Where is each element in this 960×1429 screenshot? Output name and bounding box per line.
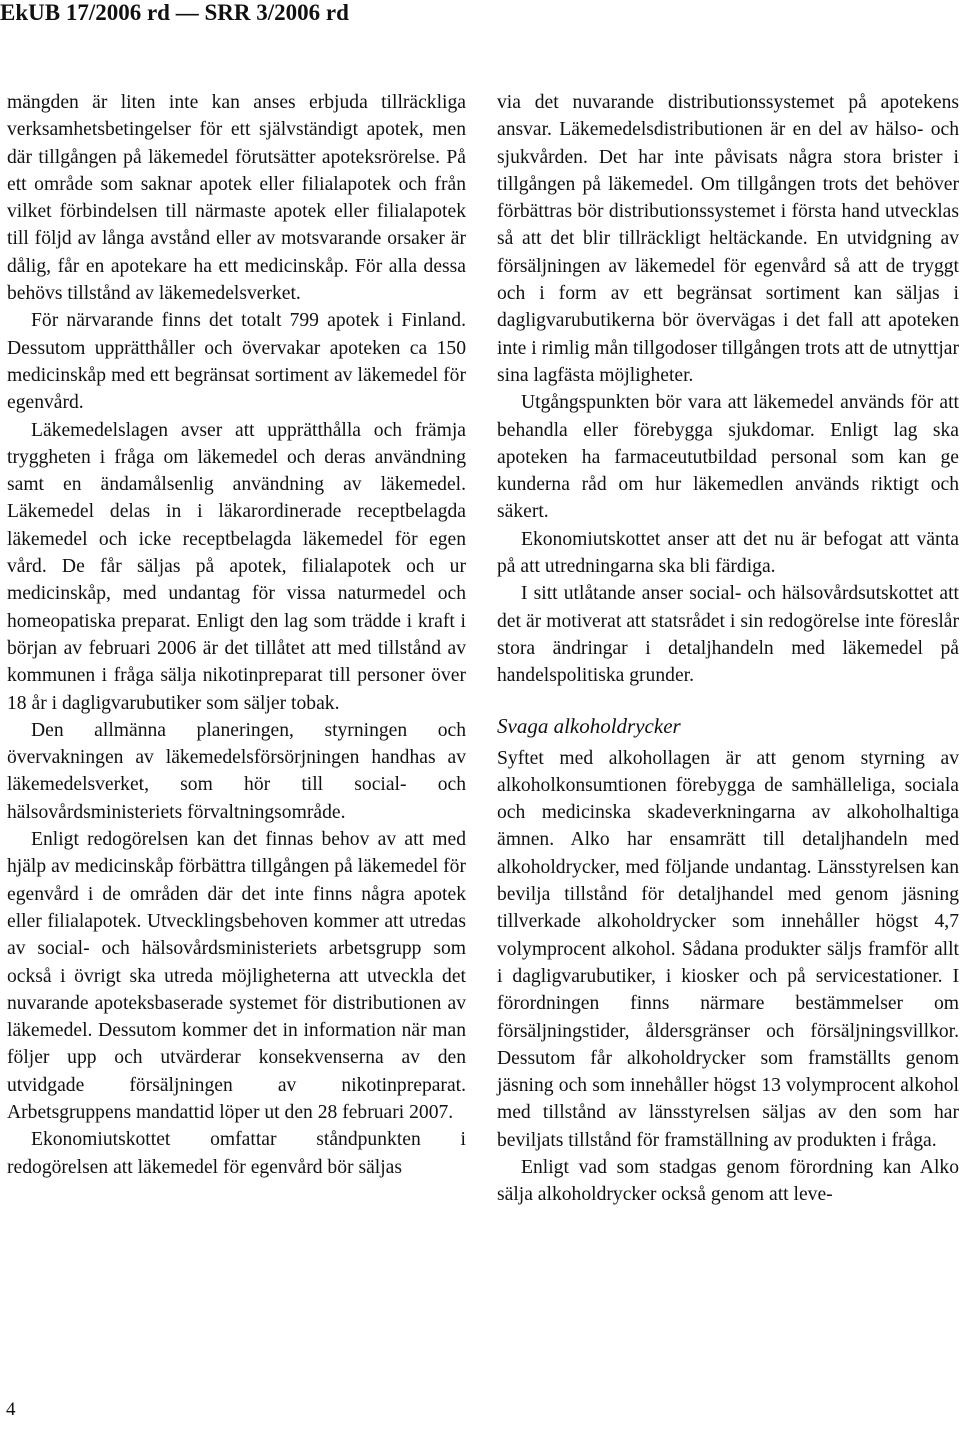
paragraph: Ekonomiutskottet omfattar ståndpunkten i redogörelsen att läkemedel för egenvård bör säljas	[7, 1129, 466, 1178]
paragraph: Läkemedelslagen avser att upprätthålla och främja tryggheten i fråga om läkemedel och deras användning samt en ändamålsenlig användning av läkemedel. Läkemedel delas in i läkarordinerade receptbelagda läkemedel och icke receptbelagda läkemedel för egen vård. De får säljas på apotek, filialapotek och ur medicinskåp, med undantag för vissa naturmedel och homeopatiska preparat. Enligt den lag som trädde i kraft i början av februari 2006 är det tillåtet att med tillstånd av kommunen i fråga sälja nikotinpreparat till personer över 18 år i dagligvarubutiker som säljer tobak.	[7, 419, 466, 714]
paragraph: För närvarande finns det totalt 799 apotek i Finland. Dessutom upprätthåller och övervakar apoteken ca 150 medicinskåp med ett begränsat sortiment av läkemedel för egenvård.	[7, 310, 466, 414]
paragraph: I sitt utlåtande anser social- och hälsovårdsutskottet att det är motiverat att statsrådet i sin redogörelse inte föreslår stora ändringar i detaljhandeln med läkemedel på handelspolitiska grunder.	[497, 583, 959, 687]
paragraph: Utgångspunkten bör vara att läkemedel används för att behandla eller förebygga sjukdomar. Enligt lag ska apoteken ha farmaceututbildad personal som kan ge kunderna råd om hur läkemedlen används riktigt och säkert.	[497, 392, 959, 523]
right-column	[497, 89, 959, 1209]
paragraph: Den allmänna planeringen, styrningen och övervakningen av läkemedelsförsörjningen handhas av läkemedelsverket, som hör till social- och hälsovårdsministeriets förvaltningsområde.	[7, 719, 466, 823]
paragraph: mängden är liten inte kan anses erbjuda tillräckliga verksamhetsbetingelser för ett självständigt apotek, men där tillgången på läkemedel förutsätter apoteksrörelse. På ett område som saknar apotek eller filialapotek och från vilket förbindelsen till närmaste apotek eller filialapotek till följd av långa avstånd eller av motsvarande orsaker är dålig, får en apotekare ha ett medicinskåp. För alla dessa behövs tillstånd av läkemedelsverket.	[7, 92, 466, 305]
paragraph: Syftet med alkohollagen är att genom styrning av alkoholkonsumtionen förebygga de samhälleliga, sociala och medicinska skadeverkningarna av alkoholhaltiga ämnen. Alko har ensamrätt till detaljhandeln med alkoholdrycker, med följande undantag. Länsstyrelsen kan bevilja tillstånd för detaljhandel med genom jäsning tillverkade alkoholdrycker som innehåller högst 4,7 volymprocent alkohol. Sådana produkter säljs framför allt i dagligvarubutiker, i kiosker och på servicestationer. I förordningen finns närmare bestämmelser om försäljningstider, åldersgränser och försäljningsvillkor. Dessutom får alkoholdrycker som framställts genom jäsning och som innehåller högst 13 volymprocent alkohol med tillstånd av länsstyrelsen säljas av den som har beviljats tillstånd för framställning av produkten i fråga.	[497, 747, 959, 1151]
paragraph: via det nuvarande distributionssystemet på apotekens ansvar. Läkemedelsdistributionen är en del av hälso- och sjukvården. Det har inte påvisats några stora brister i tillgången på läkemedel. Om tillgången trots det behöver förbättras bör distributionssystemet i första hand utvecklas så att det blir tillräckligt heltäckande. En utvidgning av försäljningen av läkemedel för egenvård så att de tryggt och i form av ett begränsat sortiment kan säljas i dagligvarubutikerna bör övervägas i det fall att apoteken inte i rimlig mån tillgodoser tillgången trots att de utnyttjar sina lagfästa möjligheter.	[497, 92, 960, 386]
running-header	[0, 0, 960, 40]
left-column	[7, 89, 466, 1181]
section-heading: Svaga alkoholdrycker	[497, 713, 681, 738]
paragraph: Enligt vad som stadgas genom förordning kan Alko sälja alkoholdrycker också genom att leve-	[497, 1156, 959, 1206]
paragraph: Ekonomiutskottet anser att det nu är befogat att vänta på att utredningarna ska bli färdiga.	[497, 528, 959, 578]
running-title: EkUB 17/2006 rd — SRR 3/2006 rd	[0, 0, 349, 25]
paragraph: Enligt redogörelsen kan det finnas behov av att med hjälp av medicinskåp förbättra tillgången på läkemedel för egenvård i de områden där det inte finns några apotek eller filialapotek. Utvecklingsbehoven kommer att utredas av social- och hälsovårdsministeriets arbetsgrupp som också i övrigt ska utreda möjligheterna att utveckla det nuvarande apoteksbaserade systemet för distributionen av läkemedel. Dessutom kommer det in information när man följer upp och utvärderar konsekvenserna av den utvidgade försäljningen av nikotinpreparat. Arbetsgruppens mandattid löper ut den 28 februari 2007.	[7, 829, 466, 1123]
page-number: 4	[6, 1399, 16, 1420]
